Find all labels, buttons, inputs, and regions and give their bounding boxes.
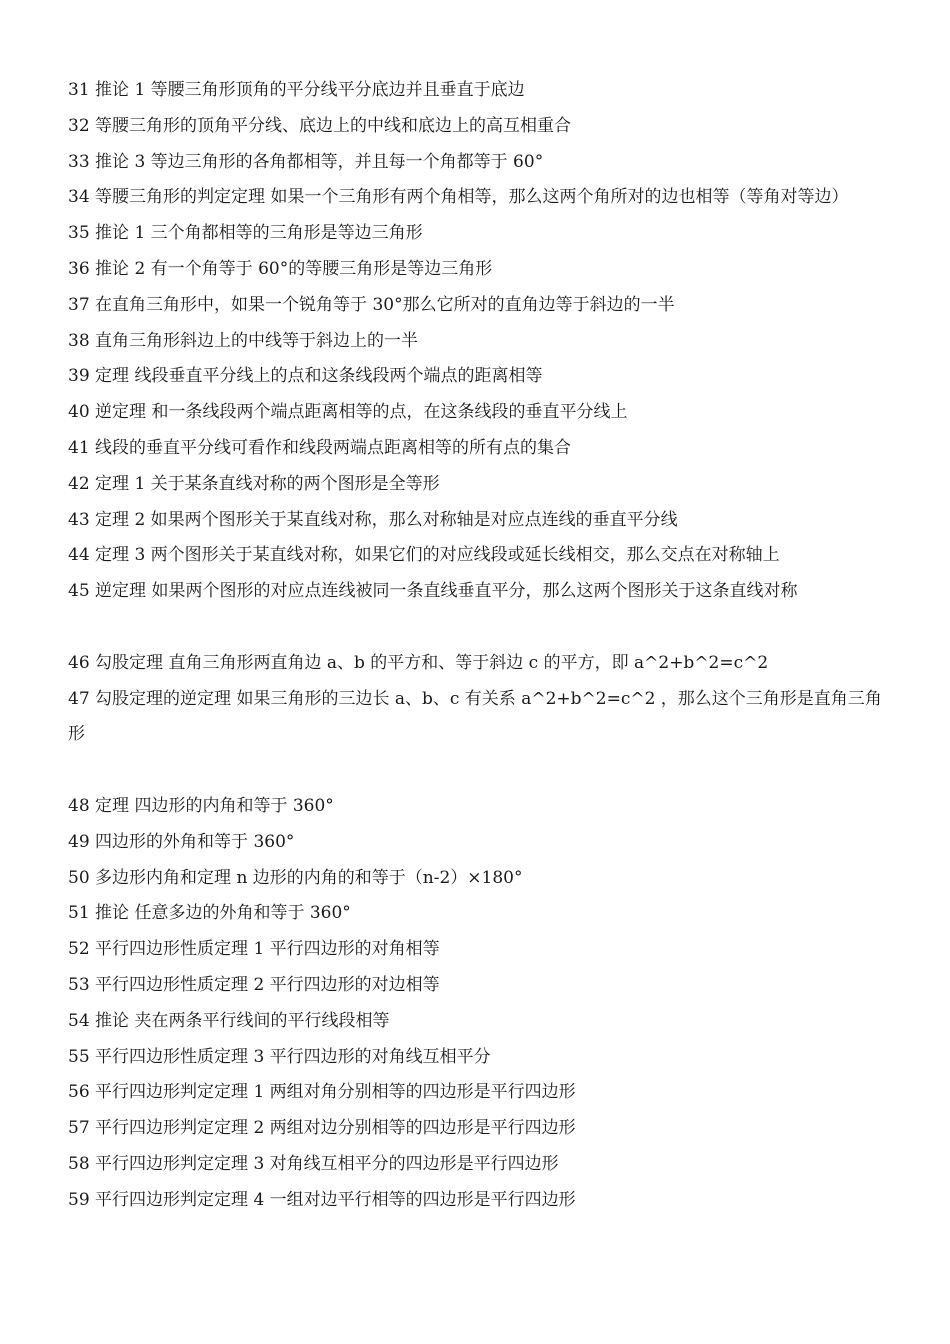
theorem-33: 33 推论 3 等边三角形的各角都相等，并且每一个角都等于 60° xyxy=(68,151,544,172)
theorem-40: 40 逆定理 和一条线段两个端点距离相等的点，在这条线段的垂直平分线上 xyxy=(68,402,628,423)
theorem-32: 32 等腰三角形的顶角平分线、底边上的中线和底边上的高互相重合 xyxy=(68,115,572,136)
theorem-55: 55 平行四边形性质定理 3 平行四边形的对角线互相平分 xyxy=(68,1046,491,1067)
theorem-56: 56 平行四边形判定定理 1 两组对角分别相等的四边形是平行四边形 xyxy=(68,1082,576,1103)
theorem-53: 53 平行四边形性质定理 2 平行四边形的对边相等 xyxy=(68,974,440,995)
theorem-39: 39 定理 线段垂直平分线上的点和这条线段两个端点的距离相等 xyxy=(68,366,543,387)
theorem-46: 46 勾股定理 直角三角形两直角边 a、b 的平方和、等于斜边 c 的平方，即 a^2+b^2=c^2 xyxy=(68,652,769,673)
theorem-49: 49 四边形的外角和等于 360° xyxy=(68,831,295,852)
theorem-31: 31 推论 1 等腰三角形顶角的平分线平分底边并且垂直于底边 xyxy=(68,80,525,100)
blank-line xyxy=(68,753,890,789)
theorem-38: 38 直角三角形斜边上的中线等于斜边上的一半 xyxy=(68,330,419,351)
theorem-50: 50 多边形内角和定理 n 边形的内角的和等于（n-2）×180° xyxy=(68,867,523,888)
theorem-35: 35 推论 1 三个角都相等的三角形是等边三角形 xyxy=(68,223,423,244)
theorem-52: 52 平行四边形性质定理 1 平行四边形的对角相等 xyxy=(68,939,440,960)
theorem-44: 44 定理 3 两个图形关于某直线对称，如果它们的对应线段或延长线相交，那么交点在对称轴上 xyxy=(68,545,780,566)
theorem-51: 51 推论 任意多边的外角和等于 360° xyxy=(68,903,351,924)
theorem-59: 59 平行四边形判定定理 4 一组对边平行相等的四边形是平行四边形 xyxy=(68,1189,576,1210)
theorem-43: 43 定理 2 如果两个图形关于某直线对称，那么对称轴是对应点连线的垂直平分线 xyxy=(68,509,678,530)
theorem-37: 37 在直角三角形中，如果一个锐角等于 30°那么它所对的直角边等于斜边的一半 xyxy=(68,294,675,315)
theorem-41: 41 线段的垂直平分线可看作和线段两端点距离相等的所有点的集合 xyxy=(68,437,572,458)
theorem-48: 48 定理 四边形的内角和等于 360° xyxy=(68,795,334,816)
theorem-42: 42 定理 1 关于某条直线对称的两个图形是全等形 xyxy=(68,473,440,494)
theorem-57: 57 平行四边形判定定理 2 两组对边分别相等的四边形是平行四边形 xyxy=(68,1118,576,1139)
theorem-58: 58 平行四边形判定定理 3 对角线互相平分的四边形是平行四边形 xyxy=(68,1153,559,1174)
theorem-47: 47 勾股定理的逆定理 如果三角形的三边长 a、b、c 有关系 a^2+b^2=c^2 ，那么这个三角形是直角三角形 xyxy=(68,688,882,745)
document-page xyxy=(68,73,890,1219)
theorem-36: 36 推论 2 有一个角等于 60°的等腰三角形是等边三角形 xyxy=(68,258,493,279)
blank-line xyxy=(68,610,890,646)
theorem-54: 54 推论 夹在两条平行线间的平行线段相等 xyxy=(68,1010,390,1031)
theorem-45: 45 逆定理 如果两个图形的对应点连线被同一条直线垂直平分，那么这两个图形关于这条直线对称 xyxy=(68,581,798,602)
theorem-34: 34 等腰三角形的判定定理 如果一个三角形有两个角相等，那么这两个角所对的边也相等（等角对等边） xyxy=(68,187,849,208)
